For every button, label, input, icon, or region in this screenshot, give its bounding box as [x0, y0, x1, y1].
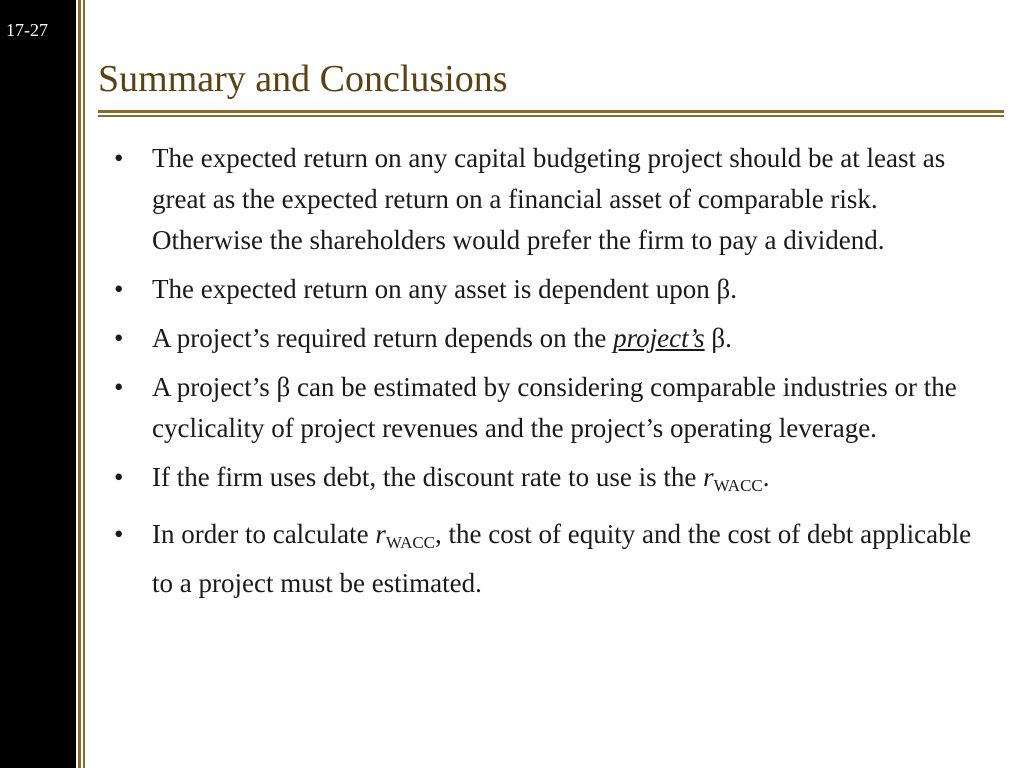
- title-rule-thin: [98, 115, 1004, 117]
- emphasized-term: project’s: [613, 323, 705, 353]
- bullet-text-post: .: [762, 462, 770, 492]
- slide-number: 17-27: [6, 20, 48, 40]
- bullet-item: [112, 138, 992, 261]
- vertical-rule-thin: [83, 0, 85, 768]
- left-sidebar-bar: [0, 0, 76, 768]
- subscript-wacc: WACC: [713, 476, 763, 495]
- bullet-text: A project’s β can be estimated by considering comparable industries or the cyclicality of project revenues and the project’s operating leverage.: [152, 372, 957, 443]
- bullet-item: [112, 318, 992, 359]
- bullet-text-pre: In order to calculate: [152, 519, 376, 549]
- bullet-item: [112, 367, 992, 449]
- bullet-icon: •: [114, 143, 124, 173]
- bullet-text-post: β.: [704, 323, 732, 353]
- bullet-text-pre: A project’s required return depends on the: [152, 323, 614, 353]
- bullet-item: [112, 514, 992, 604]
- bullet-text: The expected return on any capital budgeting project should be at least as great as the expected return on a financial asset of comparable risk. Otherwise the shareholders would prefer the firm to pay a dividend.: [152, 143, 946, 255]
- subscript-wacc: WACC: [385, 533, 436, 552]
- bullet-text-pre: If the firm uses debt, the discount rate to use is the: [152, 462, 704, 492]
- bullet-text: The expected return on any asset is dependent upon β.: [152, 274, 738, 304]
- vertical-rule-thick: [78, 0, 81, 768]
- variable-r: r: [703, 462, 714, 492]
- bullet-item: [112, 457, 992, 506]
- title-rule-thick: [98, 110, 1004, 113]
- bullet-icon: •: [114, 372, 124, 402]
- bullet-item: [112, 269, 992, 310]
- bullet-icon: •: [114, 274, 124, 304]
- bullet-list: [112, 138, 992, 612]
- bullet-icon: •: [114, 519, 124, 549]
- bullet-icon: •: [114, 462, 124, 492]
- bullet-text-post: , the cost of equity and the cost of debt applicable to a project must be estimated.: [152, 519, 972, 598]
- variable-r: r: [375, 519, 386, 549]
- slide-title: Summary and Conclusions: [98, 58, 508, 100]
- bullet-icon: •: [114, 323, 124, 353]
